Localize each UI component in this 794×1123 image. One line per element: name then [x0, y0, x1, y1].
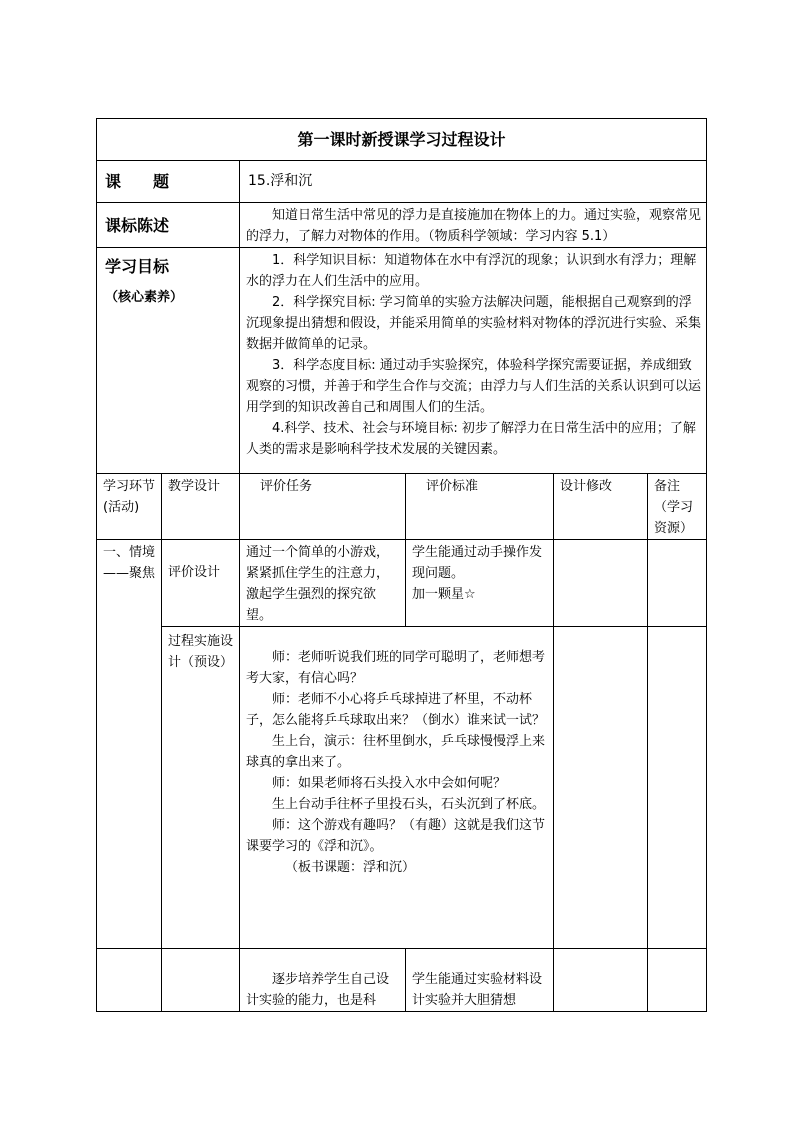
goal-item: 4.科学、技术、社会与环境目标: 初步了解浮力在日常生活中的应用；了解人类的需求是影响科学技术发展的关键因素。	[246, 421, 696, 457]
process-line: （板书课题：浮和沉）	[285, 860, 416, 875]
col-header-standard: 评价标准	[406, 474, 554, 540]
standard-criteria-cell: 学生能通过实验材料设计实验并大胆猜想	[406, 949, 554, 1012]
standard-cell	[240, 203, 707, 248]
lesson-plan-table	[96, 118, 707, 1012]
process-line: 师：老师听说我们班的同学可聪明了，老师想考考大家，有信心吗？	[246, 650, 546, 686]
criteria-star: 加一颗星☆	[412, 587, 476, 602]
revision-cell	[554, 949, 648, 1012]
notes-cell	[648, 627, 707, 949]
standard-label: 课标陈述	[97, 203, 240, 248]
notes-cell	[648, 949, 707, 1012]
goals-label: 学习目标	[105, 257, 170, 276]
design-cell: 评价设计	[162, 540, 240, 627]
goal-item: 1．科学知识目标：知道物体在水中有浮沉的现象；认识到水有浮力；理解水的浮力在人们生活中的应用。	[246, 253, 697, 289]
standard-criteria-cell	[406, 540, 554, 627]
task-cell	[240, 949, 406, 1012]
col-header-notes: 备注（学习资源）	[648, 474, 707, 540]
process-line: 师：如果老师将石头投入水中会如何呢？	[272, 776, 507, 791]
goals-label-cell	[97, 248, 240, 474]
design-cell: 过程实施设计（预设）	[162, 627, 240, 949]
process-line: 师：这个游戏有趣吗？（有趣）这就是我们这节课要学习的《浮和沉》。	[246, 818, 546, 854]
goal-item: 3．科学态度目标: 通过动手实验探究，体验科学探究需要证据，养成细致观察的习惯，并善于和学生合作与交流；由浮力与人们生活的关系认识到可以运用学到的知识改善自己和周围人们的生活。	[246, 358, 702, 415]
col-header-design: 教学设计	[162, 474, 240, 540]
criteria-text: 学生能通过动手操作发现问题。	[412, 545, 543, 581]
col-header-revision: 设计修改	[554, 474, 648, 540]
process-line: 生上台动手往杯子里投石头，石头沉到了杯底。	[272, 797, 546, 812]
stage-cell: 一、情境——聚焦	[97, 540, 162, 949]
lesson-plan-table-wrap	[96, 118, 706, 1012]
standard-text: 知道日常生活中常见的浮力是直接施加在物体上的力。通过实验，观察常见的浮力，了解力对物体的作用。（物质科学领域：学习内容 5.1）	[246, 208, 702, 244]
stage-cell	[97, 949, 162, 1012]
col-header-task: 评价任务	[240, 474, 406, 540]
task-text: 逐步培养学生自己设计实验的能力，也是科	[246, 972, 390, 1008]
process-cell	[240, 627, 554, 949]
goals-sublabel: （核心素养）	[105, 290, 184, 305]
topic-label: 课 题	[97, 161, 240, 203]
revision-cell	[554, 627, 648, 949]
revision-cell	[554, 540, 648, 627]
process-line: 生上台，演示：往杯里倒水，乒乓球慢慢浮上来球真的拿出来了。	[246, 734, 546, 770]
topic-value: 15.浮和沉	[240, 161, 707, 203]
goals-cell	[240, 248, 707, 474]
goal-item: 2．科学探究目标: 学习简单的实验方法解决问题，能根据自己观察到的浮沉现象提出猜想和假设，并能采用简单的实验材料对物体的浮沉进行实验、采集数据并做简单的记录。	[246, 295, 702, 352]
design-cell	[162, 949, 240, 1012]
notes-cell	[648, 540, 707, 627]
col-header-stage: 学习环节(活动)	[97, 474, 162, 540]
process-line: 师：老师不小心将乒乓球掉进了杯里，不动杯子，怎么能将乒乓球取出来？（倒水）谁来试一试？	[246, 692, 546, 728]
page-title: 第一课时新授课学习过程设计	[97, 119, 707, 161]
task-cell: 通过一个简单的小游戏，紧紧抓住学生的注意力，激起学生强烈的探究欲望。	[240, 540, 406, 627]
